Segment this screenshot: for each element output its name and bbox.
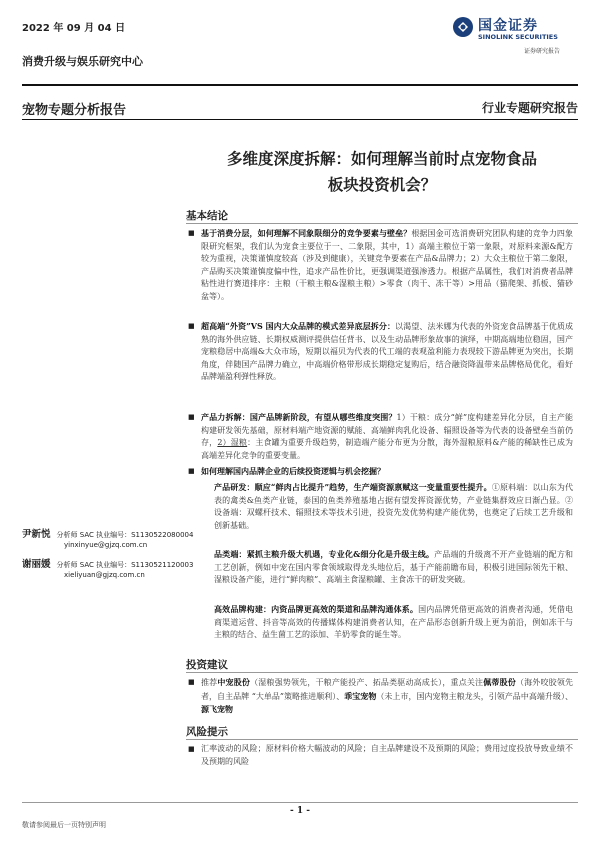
stock-name: 佩蒂股份 xyxy=(483,677,516,687)
paragraph-category xyxy=(214,548,573,587)
stock-name: 源飞宠物 xyxy=(201,704,233,714)
paragraph-recommendation xyxy=(201,676,573,717)
paragraph-body: 产品端的升级离不开产业链端的配方和工艺创新，例如中宠在国内零食领域取得龙头地位后，基于产能前瞻布局，积极引进国际领先干粮、湿粮设备产能，进行“鲜肉粮”、高端主食湿粮罐、主食冻干的研发突破。 xyxy=(214,550,573,584)
logo-subtitle: 证券研究报告 xyxy=(524,48,561,55)
paragraph-underline: 2）湿粮 xyxy=(217,438,248,447)
paragraph-body: 国内品牌凭借更高效的消费者沟通，凭借电商渠道运营、抖音等高效的传播媒体构建消费者认知，在产品形态创新升级上更为前沿，例如冻干与主粮的结合、益生菌工艺的添加、羊奶零食的诞生等。 xyxy=(214,605,574,639)
paragraph-body: 根据国金可选消费研究团队构建的竞争力四象限研究框架，我们认为宠食主要位于一、二象限，其中，1）高端主粮位于第一象限，对原料来源&配方较为重视，决策谨慎度较高（涉及到健康），关键竞争要素在产品&品牌力；2）大众主粮位于第二象限，产品购买决策谨慎度偏中性，追求产品性价比，更强调渠道强渗透力。根据产品属性，我们对消费者品牌粘性进行赛道排序：主粮（干粮主粮&湿粮主粮）>零食（肉干、冻干等）>用品（猫爬架、抓板、猫砂盆等）。 xyxy=(201,229,573,301)
analyst-name: 尹新悦 xyxy=(22,529,51,540)
logo-text-en: SINOLINK SECURITIES xyxy=(478,33,558,41)
analyst-cert: 分析师 SAC 执业编号：S1130522080004 xyxy=(56,531,194,539)
bullet-icon: ■ xyxy=(188,678,195,686)
doc-type: 行业专题研究报告 xyxy=(481,101,578,115)
bullet-icon: ■ xyxy=(188,413,195,421)
logo-text-cn: 国金证券 xyxy=(478,18,538,34)
analyst-card xyxy=(22,530,193,550)
bullet-icon: ■ xyxy=(188,229,195,237)
paragraph-risk: 汇率波动的风险；原材料价格大幅波动的风险；自主品牌建设不及预期的风险；费用过度投放导致业绩不及预期的风险 xyxy=(201,744,573,766)
section-rule xyxy=(186,223,578,224)
paragraph-segmentation xyxy=(201,227,573,303)
paragraph-lead: 产品研发：顺应“鲜肉占比提升”趋势，生产端资源禀赋这一变量重要性提升。 xyxy=(214,482,492,492)
recommend-prefix: 推荐 xyxy=(201,678,218,687)
analyst-name: 谢丽媛 xyxy=(22,559,51,570)
page-number: - 1 - xyxy=(290,806,310,816)
paragraph-body: 以渴望、法米娜为代表的外资宠食品牌基于优质成熟的海外供应链、长期权威测评提供信任背书、以及生动品牌形象故事的演绎，中期高端地位稳固，国产宠粮稳居中高端&大众市场，短期以福贝为代表的代工端的表观盈利能力表现较下游品牌更为突出，长期角度，伴随国产品牌力确立，中高端价格带形成长期稳定复购后，结合融资降温带来品牌格局优化，看好品牌端盈利弹性释放。 xyxy=(201,322,573,381)
bullet-icon: ■ xyxy=(188,467,195,475)
doc-title: 宠物专题分析报告 xyxy=(22,103,127,118)
bullet-icon: ■ xyxy=(188,745,195,753)
stock-note: （湿粮强势领先，干粮产能投产、拓品类驱动高成长），重点关注 xyxy=(250,678,484,687)
paragraph-brand-model xyxy=(201,320,573,384)
paragraph-lead: 超高端“外资”VS 国内大众品牌的模式差异底层拆分： xyxy=(201,321,396,331)
report-date: 2022 年 09 月 04 日 xyxy=(22,23,126,34)
stock-note: （海外咬胶领先者，自主品牌 “大单品”策略推进顺利）、 xyxy=(201,678,574,701)
section-heading-advice: 投资建议 xyxy=(186,659,228,671)
paragraph-rd xyxy=(214,481,573,532)
report-title xyxy=(186,146,578,198)
paragraph-lead: 高效品牌构建：内资品牌更高效的渠道和品牌沟通体系。 xyxy=(214,604,419,614)
stock-note: （未上市，国内宠物主粮龙头，引领产品中高端升级）、 xyxy=(376,691,573,701)
stock-name: 乖宝宠物 xyxy=(344,690,377,701)
paragraph-lead: 如何理解国内品牌企业的后续投资逻辑与机会挖掘？ xyxy=(201,466,385,476)
section-heading-risk: 风险提示 xyxy=(186,726,228,738)
logo-mark-icon xyxy=(452,16,474,38)
paragraph-brand-building xyxy=(214,603,573,642)
company-logo xyxy=(452,12,582,60)
research-center: 消费升级与娱乐研究中心 xyxy=(22,55,143,68)
report-title-line-2: 板块投资机会？ xyxy=(327,175,437,194)
paragraph-lead: 品类端：紧抓主粮升级大机遇，专业化&细分化是升级主线。 xyxy=(214,549,435,559)
section-rule xyxy=(186,739,578,740)
header-divider xyxy=(22,84,578,86)
paragraph-lead: 产品力拆解：国产品牌新阶段，有望从哪些维度突围？ xyxy=(201,412,397,422)
footer-divider xyxy=(22,802,578,803)
analyst-email: yinxinyue@gjzq.com.cn xyxy=(64,541,148,549)
bullet-icon: ■ xyxy=(188,322,195,330)
stock-name: 中宠股份 xyxy=(217,677,251,687)
section-rule xyxy=(186,672,578,673)
section-heading-conclusion: 基本结论 xyxy=(186,210,228,222)
paragraph-body: ：主食罐为重要升级趋势，制造端产能分布更为分散，海外湿粮原料&产能的稀缺性已成为高端差异化竞争的重要变量。 xyxy=(201,438,574,460)
analyst-email: xieliyuan@gjzq.com.cn xyxy=(64,571,145,579)
paragraph-investment-logic xyxy=(201,465,573,479)
analyst-cert: 分析师 SAC 执业编号：S1130521120003 xyxy=(56,561,194,569)
paragraph-body: ①原料端：以山东为代表的禽类&鱼类产业链，泰国的鱼类养殖基地占据有望发挥资源优势，产业链集群效应日渐凸显。②设备端：双螺杆技术、辐照技术等技术引进，投资先发优势构建产能优势，也奠定了后续工艺升级和创新基础。 xyxy=(214,483,573,530)
paragraph-body: 1）干粮：成分“鲜”度构建差异化分层，自主产能构建研发领先基础，原材料端产地资源的赋能、高端鲜肉乳化设备、辐照设备等为代表的设备壁垒当前仍存， xyxy=(201,413,573,447)
title-divider xyxy=(22,119,578,120)
analyst-card xyxy=(22,560,193,580)
paragraph-product-power xyxy=(201,411,573,462)
footer-disclaimer: 敬请参阅最后一页特别声明 xyxy=(22,821,106,829)
report-title-line-1: 多维度深度拆解：如何理解当前时点宠物食品 xyxy=(226,149,537,168)
paragraph-lead: 基于消费分层，如何理解不同象限细分的竞争要素与壁垒？ xyxy=(201,228,412,238)
